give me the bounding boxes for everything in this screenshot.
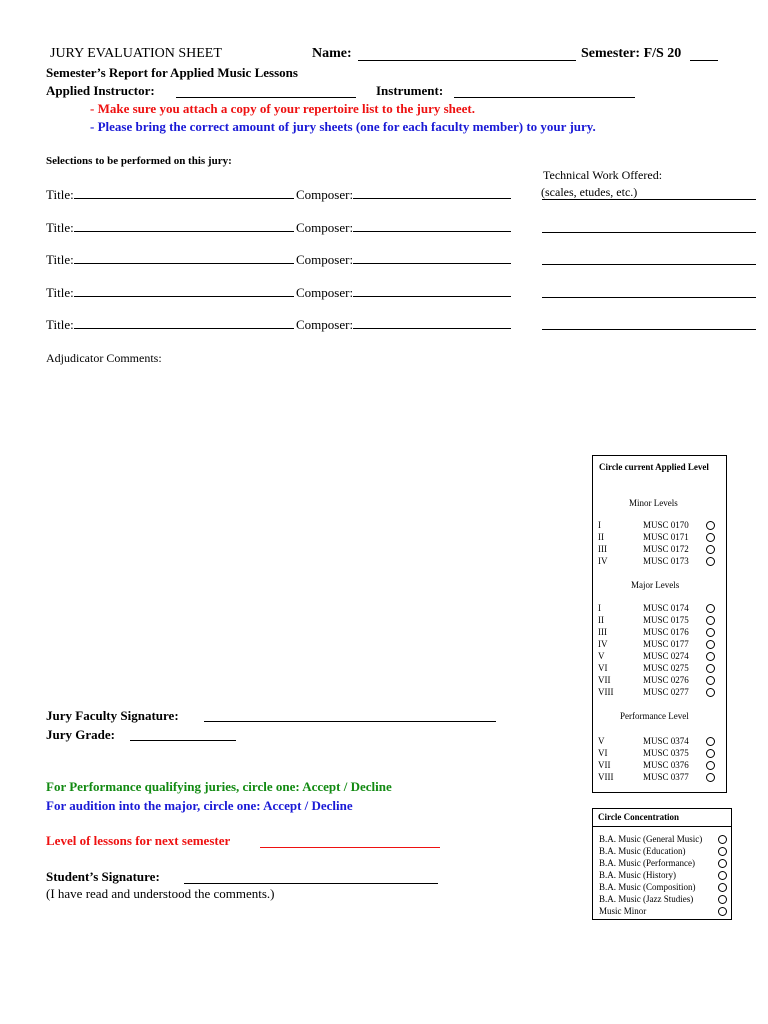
level-numeral: IV bbox=[598, 556, 608, 566]
title-field[interactable] bbox=[74, 284, 294, 297]
major-levels-heading: Major Levels bbox=[631, 580, 680, 590]
level-radio[interactable] bbox=[706, 545, 715, 554]
selection-row bbox=[46, 316, 354, 333]
selection-row bbox=[46, 219, 354, 236]
course-code: MUSC 0174 bbox=[643, 603, 689, 613]
course-code: MUSC 0175 bbox=[643, 615, 689, 625]
title-field[interactable] bbox=[74, 186, 294, 199]
level-numeral: VIII bbox=[598, 772, 614, 782]
level-numeral: III bbox=[598, 544, 607, 554]
title-label: Title: bbox=[46, 220, 74, 235]
course-code: MUSC 0274 bbox=[643, 651, 689, 661]
selections-heading: Selections to be performed on this jury: bbox=[46, 155, 232, 167]
instrument-label: Instrument: bbox=[376, 83, 444, 98]
technical-work-field[interactable] bbox=[542, 329, 756, 330]
composer-label: Composer: bbox=[296, 187, 354, 202]
concentration-box bbox=[592, 808, 732, 920]
repertoire-note: - Make sure you attach a copy of your repertoire list to the jury sheet. bbox=[90, 101, 476, 116]
composer-field[interactable] bbox=[353, 219, 511, 232]
course-code: MUSC 0277 bbox=[643, 687, 689, 697]
jury-grade-label: Jury Grade: bbox=[46, 727, 115, 742]
composer-label: Composer: bbox=[296, 285, 354, 300]
faculty-signature-field[interactable] bbox=[204, 721, 496, 722]
concentration-option: B.A. Music (Performance) bbox=[599, 858, 695, 868]
concentration-radio[interactable] bbox=[718, 871, 727, 880]
composer-group bbox=[296, 316, 511, 333]
level-radio[interactable] bbox=[706, 616, 715, 625]
title-field[interactable] bbox=[74, 251, 294, 264]
course-code: MUSC 0176 bbox=[643, 627, 689, 637]
form-subtitle: Semester’s Report for Applied Music Lessons bbox=[46, 65, 298, 80]
level-option bbox=[598, 556, 689, 566]
performance-level-heading: Performance Level bbox=[620, 711, 689, 721]
title-label: Title: bbox=[46, 252, 74, 267]
level-radio[interactable] bbox=[706, 737, 715, 746]
name-label: Name: bbox=[312, 46, 352, 61]
level-radio[interactable] bbox=[706, 652, 715, 661]
level-radio[interactable] bbox=[706, 676, 715, 685]
course-code: MUSC 0376 bbox=[643, 760, 689, 770]
level-radio[interactable] bbox=[706, 521, 715, 530]
course-code: MUSC 0177 bbox=[643, 639, 689, 649]
level-radio[interactable] bbox=[706, 640, 715, 649]
title-label: Title: bbox=[46, 187, 74, 202]
title-label: Title: bbox=[46, 317, 74, 332]
composer-label: Composer: bbox=[296, 252, 354, 267]
composer-label: Composer: bbox=[296, 317, 354, 332]
title-field[interactable] bbox=[74, 219, 294, 232]
student-signature-note: (I have read and understood the comments.) bbox=[46, 886, 275, 901]
level-numeral: VI bbox=[598, 748, 608, 758]
course-code: MUSC 0377 bbox=[643, 772, 689, 782]
composer-field[interactable] bbox=[353, 251, 511, 264]
level-radio[interactable] bbox=[706, 664, 715, 673]
technical-work-field[interactable] bbox=[542, 264, 756, 265]
performance-qualifying-line: For Performance qualifying juries, circle one: Accept / Decline bbox=[46, 779, 392, 794]
composer-group bbox=[296, 251, 511, 268]
next-level-label: Level of lessons for next semester bbox=[46, 833, 231, 848]
level-option bbox=[598, 675, 689, 685]
faculty-signature-label: Jury Faculty Signature: bbox=[46, 708, 179, 723]
level-option bbox=[598, 544, 689, 554]
concentration-option: B.A. Music (History) bbox=[599, 870, 676, 880]
level-numeral: II bbox=[598, 615, 604, 625]
form-title: JURY EVALUATION SHEET bbox=[50, 46, 222, 61]
applied-level-heading: Circle current Applied Level bbox=[599, 462, 709, 472]
concentration-radio[interactable] bbox=[718, 907, 727, 916]
concentration-option: B.A. Music (Jazz Studies) bbox=[599, 894, 694, 904]
composer-field[interactable] bbox=[353, 316, 511, 329]
semester-label-text: Semester: bbox=[581, 46, 641, 61]
level-option bbox=[598, 603, 689, 613]
level-option bbox=[598, 772, 689, 782]
level-numeral: III bbox=[598, 627, 607, 637]
course-code: MUSC 0172 bbox=[643, 544, 689, 554]
level-numeral: I bbox=[598, 520, 601, 530]
level-numeral: VI bbox=[598, 663, 608, 673]
composer-label: Composer: bbox=[296, 220, 354, 235]
name-field[interactable] bbox=[358, 60, 576, 61]
level-option bbox=[598, 627, 689, 637]
level-radio[interactable] bbox=[706, 749, 715, 758]
adjudicator-comments-label: Adjudicator Comments: bbox=[46, 351, 162, 365]
concentration-radio[interactable] bbox=[718, 847, 727, 856]
student-signature-field[interactable] bbox=[184, 883, 438, 884]
applied-level-box bbox=[592, 455, 727, 793]
concentration-option: Music Minor bbox=[599, 906, 647, 916]
level-radio[interactable] bbox=[706, 533, 715, 542]
level-option bbox=[598, 651, 689, 661]
technical-work-field[interactable] bbox=[542, 297, 756, 298]
concentration-radio[interactable] bbox=[718, 835, 727, 844]
level-option bbox=[598, 615, 689, 625]
semester-year-field[interactable] bbox=[690, 60, 718, 61]
minor-levels-heading: Minor Levels bbox=[629, 498, 678, 508]
audition-major-line: For audition into the major, circle one: Accept / Decline bbox=[46, 798, 353, 813]
level-radio[interactable] bbox=[706, 761, 715, 770]
level-numeral: V bbox=[598, 736, 605, 746]
technical-work-field[interactable] bbox=[542, 232, 756, 233]
concentration-option: B.A. Music (General Music) bbox=[599, 834, 703, 844]
level-numeral: VII bbox=[598, 760, 611, 770]
instructor-field[interactable] bbox=[176, 97, 356, 98]
instructor-label: Applied Instructor: bbox=[46, 83, 155, 98]
student-signature-label: Student’s Signature: bbox=[46, 869, 160, 884]
concentration-heading: Circle Concentration bbox=[598, 812, 680, 822]
course-code: MUSC 0275 bbox=[643, 663, 689, 673]
level-option bbox=[598, 760, 689, 770]
level-radio[interactable] bbox=[706, 773, 715, 782]
composer-field[interactable] bbox=[353, 284, 511, 297]
course-code: MUSC 0170 bbox=[643, 520, 689, 530]
level-numeral: V bbox=[598, 651, 605, 661]
course-code: MUSC 0374 bbox=[643, 736, 689, 746]
course-code: MUSC 0171 bbox=[643, 532, 689, 542]
selection-row bbox=[46, 186, 354, 203]
course-code: MUSC 0173 bbox=[643, 556, 689, 566]
selection-row bbox=[46, 284, 354, 301]
level-option bbox=[598, 687, 689, 697]
level-option bbox=[598, 736, 689, 746]
level-numeral: I bbox=[598, 603, 601, 613]
level-radio[interactable] bbox=[706, 628, 715, 637]
composer-group bbox=[296, 219, 511, 236]
level-option bbox=[598, 663, 689, 673]
concentration-divider bbox=[593, 826, 731, 827]
level-radio[interactable] bbox=[706, 604, 715, 613]
technical-work-label: Technical Work Offered: bbox=[543, 168, 663, 182]
jury-sheets-note: - Please bring the correct amount of jury sheets (one for each faculty member) to your jury. bbox=[90, 119, 596, 134]
level-option bbox=[598, 520, 689, 530]
composer-group bbox=[296, 186, 511, 203]
level-numeral: VIII bbox=[598, 687, 614, 697]
technical-work-sub: (scales, etudes, etc.) bbox=[541, 185, 638, 199]
level-radio[interactable] bbox=[706, 557, 715, 566]
title-field[interactable] bbox=[74, 316, 294, 329]
level-numeral: II bbox=[598, 532, 604, 542]
adjudicator-comments-area[interactable] bbox=[46, 368, 576, 698]
semester-label bbox=[581, 46, 681, 62]
technical-work-field[interactable] bbox=[542, 199, 756, 200]
selection-row bbox=[46, 251, 354, 268]
concentration-radio[interactable] bbox=[718, 883, 727, 892]
jury-grade-field[interactable] bbox=[130, 740, 236, 741]
instrument-field[interactable] bbox=[454, 97, 635, 98]
course-code: MUSC 0276 bbox=[643, 675, 689, 685]
level-radio[interactable] bbox=[706, 688, 715, 697]
level-numeral: IV bbox=[598, 639, 608, 649]
level-option bbox=[598, 748, 689, 758]
concentration-option: B.A. Music (Education) bbox=[599, 846, 686, 856]
level-option bbox=[598, 639, 689, 649]
course-code: MUSC 0375 bbox=[643, 748, 689, 758]
concentration-radio[interactable] bbox=[718, 895, 727, 904]
composer-group bbox=[296, 284, 511, 301]
composer-field[interactable] bbox=[353, 186, 511, 199]
title-label: Title: bbox=[46, 285, 74, 300]
level-numeral: VII bbox=[598, 675, 611, 685]
semester-value: F/S 20 bbox=[643, 46, 682, 61]
concentration-option: B.A. Music (Composition) bbox=[599, 882, 696, 892]
concentration-radio[interactable] bbox=[718, 859, 727, 868]
next-level-field[interactable] bbox=[260, 847, 440, 848]
level-option bbox=[598, 532, 689, 542]
